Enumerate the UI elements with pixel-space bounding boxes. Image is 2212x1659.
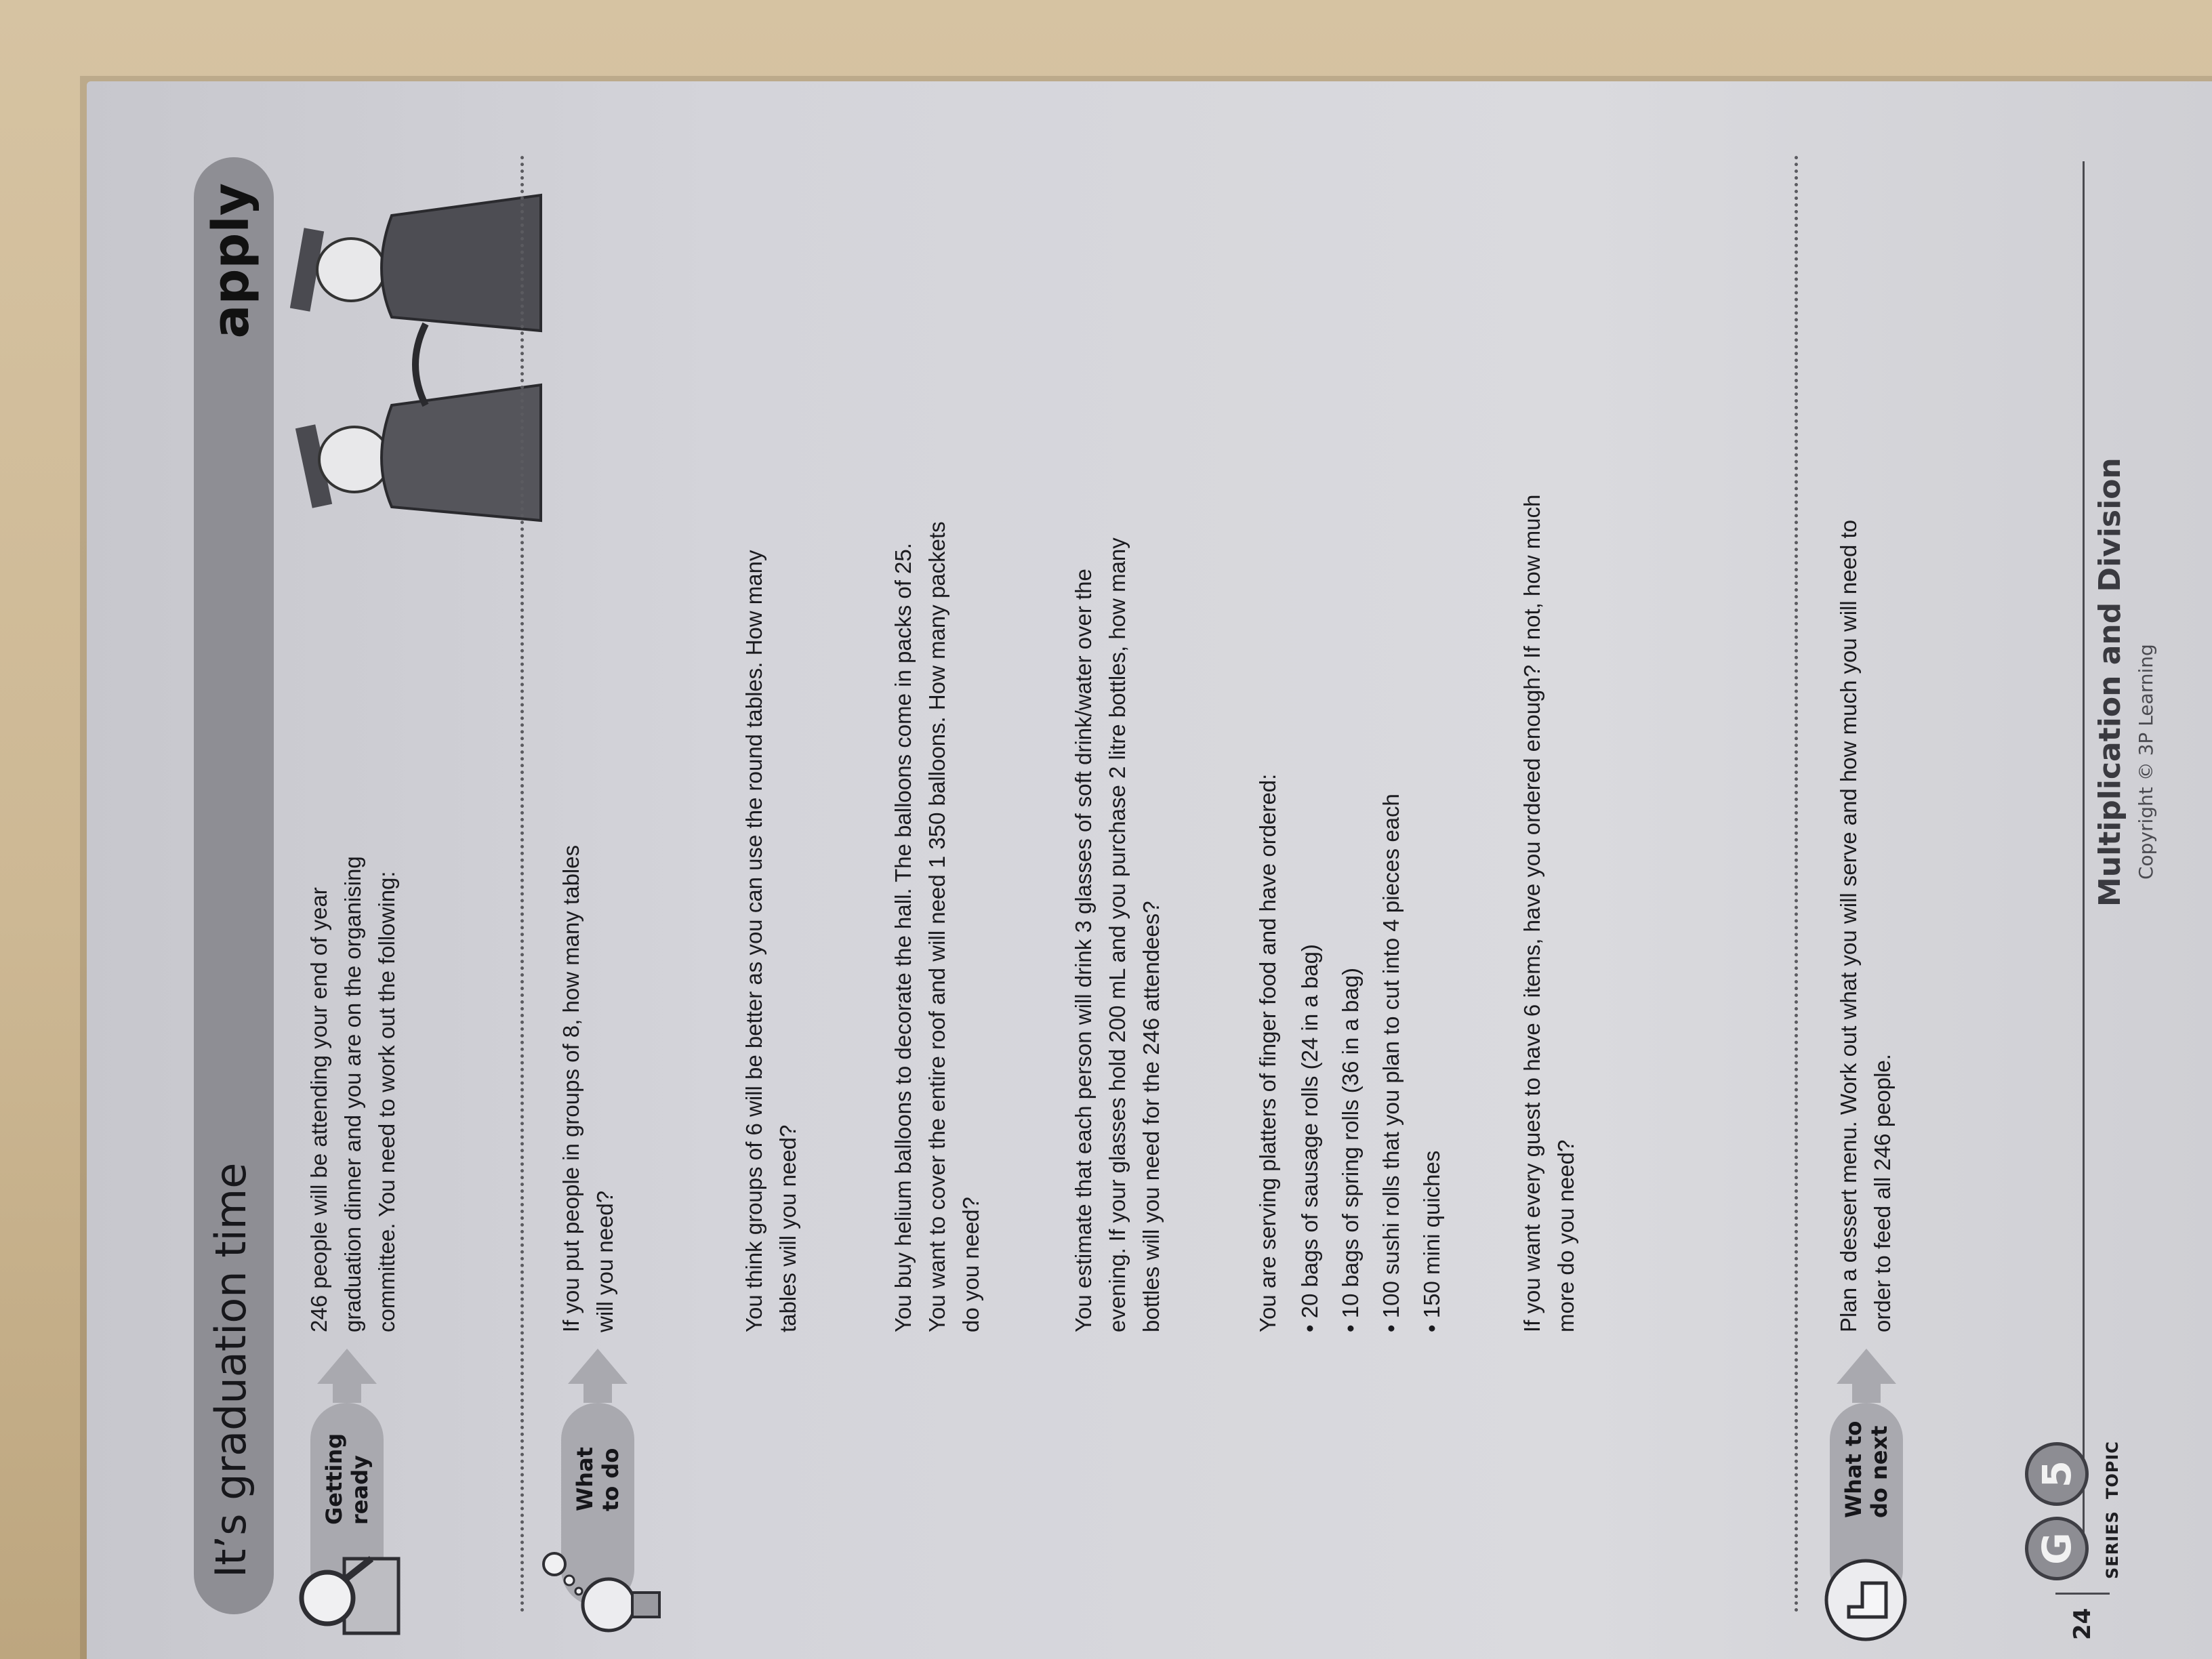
what-next-label-2: do next [1866,1425,1892,1518]
what-to-do-label-1: What [572,1447,598,1511]
page-number: 24 [2069,1607,2096,1640]
what-next-line: Plan a dessert menu. Work out what you will serve and how much you will need to [1836,520,1861,1332]
series-badge: G [2025,1517,2089,1580]
what-to-do-arrow [568,1349,628,1384]
question-line: You think groups of 6 will be better as you can use the round tables. How many [741,550,766,1332]
section-divider-1 [520,155,524,1612]
getting-ready-label-1: Getting [321,1433,347,1525]
topic-badge: 5 [2025,1442,2089,1506]
getting-ready-label-2: ready [347,1455,373,1525]
question-line: If you want every guest to have 6 items, have you ordered enough? If not, how much [1519,494,1544,1332]
list-item: • 20 bags of sausage rolls (24 in a bag) [1293,774,1327,1332]
footer-separator [2055,1593,2110,1595]
question-line: tables will you need? [775,1124,800,1332]
question-line: You estimate that each person will drink 3 glasses of soft drink/water over the [1071,569,1096,1332]
list-item: • 10 bags of spring rolls (36 in a bag) [1334,774,1368,1332]
what-to-do-arrow-body [583,1382,612,1403]
copyright-text: Copyright © 3P Learning [2135,644,2157,880]
getting-ready-line: committee. You need to work out the following: [374,871,399,1332]
getting-ready-line: graduation dinner and you are on the organising [340,856,365,1332]
what-to-do-label-2: to do [598,1448,623,1511]
finger-food-list [1293,774,1449,1332]
what-next-arrow [1837,1349,1896,1384]
graduates-illustration [290,168,548,548]
section-label: apply [202,183,260,339]
getting-ready-arrow [317,1349,377,1384]
question-5 [1251,774,1449,1332]
getting-ready-text [302,856,404,1332]
what-next-text [1832,520,1900,1332]
question-line: do you need? [958,1196,983,1332]
question-3 [886,521,988,1332]
question-line: bottles will you need for the 246 attendees? [1139,901,1164,1332]
getting-ready-line: 246 people will be attending your end of year [306,887,331,1332]
what-next-line: order to feed all 246 people. [1870,1054,1895,1332]
what-next-arrow-body [1852,1382,1881,1403]
question-2 [737,550,805,1332]
question-line: If you put people in groups of 8, how many tables [558,844,583,1332]
list-item: • 150 mini quiches [1415,774,1449,1332]
section-divider-2 [1795,155,1798,1612]
pointing-hand-icon [1822,1556,1910,1644]
question-line: You are serving platters of finger food and have ordered: [1255,773,1280,1332]
question-6 [1515,495,1583,1332]
question-line: more do you need? [1553,1139,1578,1332]
question-line: will you need? [592,1190,617,1332]
series-label: SERIES [2103,1511,2122,1579]
topic-label: TOPIC [2103,1441,2122,1499]
footer-title: Multiplication and Division [2093,457,2127,907]
page-title: It’s graduation time [206,1162,255,1578]
worksheet-page [87,81,2212,1659]
getting-ready-arrow-body [333,1382,361,1403]
list-item: • 100 sushi rolls that you plan to cut into 4 pieces each [1374,774,1408,1332]
footer-rule [2083,161,2085,1564]
worksheet-paper [87,81,2212,1659]
question-line: evening. If your glasses hold 200 mL and you purchase 2 litre bottles, how many [1105,537,1130,1332]
lightbulb-icon [534,1544,670,1645]
magnifier-book-icon [290,1544,405,1645]
question-line: You buy helium balloons to decorate the hall. The balloons come in packs of 25. [890,543,916,1332]
what-next-label-1: What to [1841,1420,1866,1518]
question-line: You want to cover the entire roof and will need 1 350 balloons. How many packets [924,521,949,1332]
question-1 [554,845,622,1332]
question-4 [1067,537,1168,1332]
